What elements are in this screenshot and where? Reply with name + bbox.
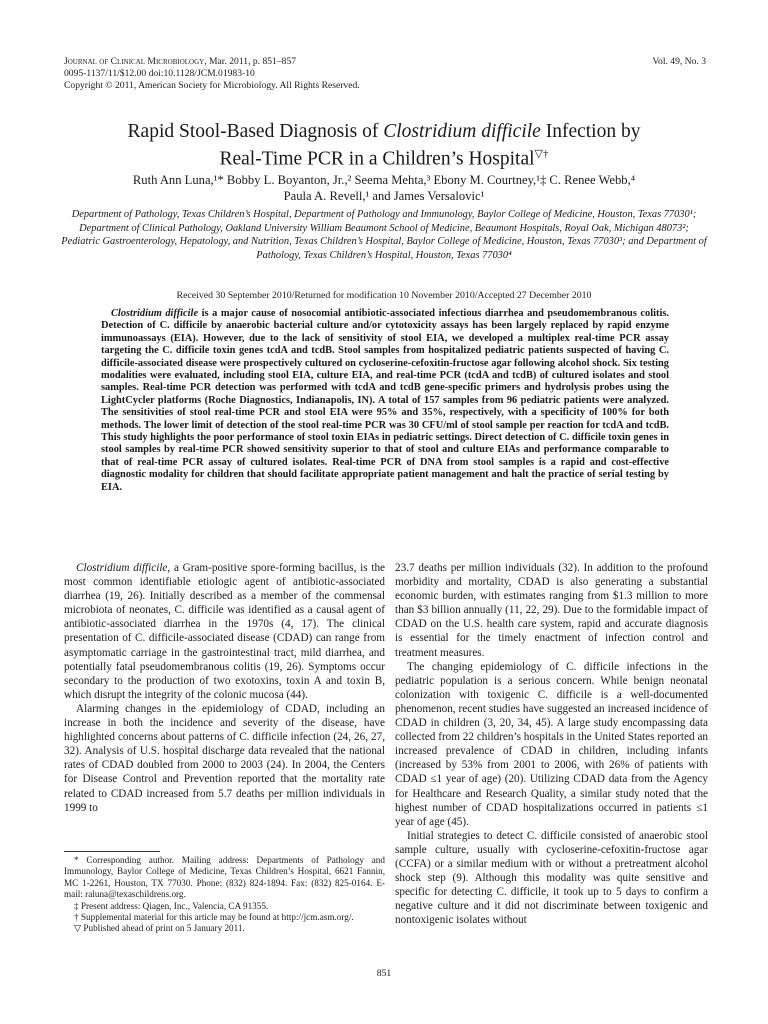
title-organism: Clostridium difficile — [383, 121, 541, 142]
paragraph: Alarming changes in the epidemiology of CDAD, including an increase in both the incidence and severity of the disease, have highlighted concerns about patterns of C. difficile infection (24, 26, 27, 32). Analysis of U.S. hospital discharge data revealed that the national rates of CDAD doubled from 2000 to 2003 (24). In 2004, the Centers for Disease Control and Prevention reported that the mortality rate related to CDAD increased from 5.7 deaths per million individuals in 1999 to — [64, 702, 385, 814]
author-list — [40, 172, 728, 204]
paragraph: 23.7 deaths per million individuals (32). In addition to the profound morbidity and mortality, CDAD is also generating a substantial economic burden, with estimates ranging from $1.3 million to more than $3 billion annually (11, 22, 29). Due to the formidable impact of CDAD on the U.S. health care system, rapid and accurate diagnosis is essential for the timely enactment of infection control and treatment measures. — [395, 562, 708, 659]
copyright-line: Copyright © 2011, American Society for Microbiology. All Rights Reserved. — [64, 80, 360, 92]
paragraph-text: , a Gram-positive spore-forming bacillus, is the most common identifiable etiologic agent of antibiotic-associated diarrhea (19, 26). Initially described as a member of the commensal microbiota of neonates, C. difficile was identified as a causal agent of antibiotic-associated diarrhea in the 1970s (4, 17). The clinical presentation of C. difficile-associated disease (CDAD) can range from asymptomatic carriage in the gastrointestinal tract, mild diarrhea, and potentially fatal pseudomembranous colitis (19, 26). Symptoms occur secondary to the production of two exotoxins, toxin A and toxin B, which disrupt the integrity of the colonic mucosa (44). — [64, 562, 385, 701]
footnote-corresponding-author: * Corresponding author. Mailing address: Departments of Pathology and Immunology, Baylor College of Medicine, Texas Children’s Hospital, 6621 Fannin, MC 1-2261, Houston, TX 77030. Phone: (832) 824-1894. Fax: (832) 825-0164. E-mail: raluna@texaschildrens.org. — [64, 855, 385, 900]
author-line-2: Paula A. Revell,¹ and James Versalovic¹ — [283, 189, 485, 203]
title-line-2: Real-Time PCR in a Children’s Hospital — [219, 148, 535, 170]
title-footnote-marks: ▽† — [534, 148, 549, 160]
footnotes — [64, 855, 385, 935]
title-part-2: Infection by — [540, 121, 641, 142]
abstract-text: is a major cause of nosocomial antibiotic-associated infectious diarrhea and pseudomembranous colitis. Detection of C. difficile by anaerobic bacterial culture and/or cytotoxicity assays has been largely replaced by rapid enzyme immunoassays (EIA). However, due to the lack of sensitivity of stool EIA, we developed a multiplex real-time PCR assay targeting the C. difficile toxin genes tcdA and tcdB. Stool samples from hospitalized pediatric patients suspected of having C. difficile-associated disease were prospectively cultured on cycloserine-cefoxitin-fructose agar following alcohol shock. Six testing modalities were evaluated, including stool EIA, culture EIA, and real-time PCR (tcdA and tcdB) of cultured isolates and stool samples. Real-time PCR detection was performed with tcdA and tcdB gene-specific primers and hydrolysis probes using the LightCycler platforms (Roche Diagnostics, Indianapolis, IN). A total of 157 samples from 96 pediatric patients were analyzed. The sensitivities of stool real-time PCR and stool EIA were 95% and 35%, respectively, with a specificity of 100% for both methods. The lower limit of detection of the stool real-time PCR was 30 CFU/ml of stool sample per reaction for tcdA and tcdB. This study highlights the poor performance of stool toxin EIAs in pediatric settings. Direct detection of C. difficile toxin genes in stool samples by real-time PCR showed sensitivity superior to that of stool and culture EIAs and performance comparable to that of real-time PCR assay of cultured isolates. Real-time PCR of DNA from stool samples is a rapid and cost-effective diagnostic modality for children that should facilitate appropriate patient management and halt the practice of serial testing by EIA. — [101, 308, 669, 493]
journal-citation: , Mar. 2011, p. 851–857 — [204, 56, 297, 67]
article-title — [40, 120, 728, 171]
paragraph: The changing epidemiology of C. difficile infections in the pediatric population is a serious concern. While benign neonatal colonization with toxigenic C. difficile is a well-documented phenomenon, recent studies have suggested an increased incidence of CDAD in children (3, 20, 34, 45). A large study encompassing data collected from 22 children’s hospitals in the United States reported an increased prevalence of CDAD in children, including infants (increased by 53% from 2001 to 2006, with 26% of patients with CDAD ≤1 year of age) (20). Utilizing CDAD data from the Agency for Healthcare and Research Quality, a similar study noted that the highest number of CDAD hospitalizations occurred in patients ≤1 year of age (45). — [395, 660, 708, 828]
footnote-divider — [64, 851, 160, 852]
body-column-left — [64, 561, 385, 815]
paragraph-lead-organism: Clostridium difficile — [76, 562, 168, 574]
paragraph — [64, 561, 385, 702]
author-line-1: Ruth Ann Luna,¹* Bobby L. Boyanton, Jr.,² Seema Mehta,³ Ebony M. Courtney,¹‡ C. Renee Webb,⁴ — [132, 173, 636, 187]
journal-header — [64, 56, 584, 93]
footnote-present-address: ‡ Present address: Qiagen, Inc., Valencia, CA 91355. — [74, 900, 269, 911]
affiliations: Department of Pathology, Texas Children’s Hospital, Department of Pathology and Immunology, Baylor College of Medicine, Houston, Texas 77030¹; Department of Clinical Pathology, Oakland University William Beaumont School of Medicine, Beaumont Hospitals, Royal Oak, Michigan 48073²; Pediatric Gastroenterology, Hepatology, and Nutrition, Texas Children’s Hospital, Baylor College of Medicine, Houston, Texas 77030³; and Department of Pathology, Texas Children’s Hospital, Houston, Texas 77030⁴ — [61, 209, 707, 261]
journal-name: Journal of Clinical Microbiology — [64, 56, 205, 67]
abstract — [101, 308, 669, 494]
body-column-right — [395, 561, 708, 927]
title-part-1: Rapid Stool-Based Diagnosis of — [127, 121, 384, 142]
page-number: 851 — [376, 968, 392, 979]
issn-doi-line: 0095-1137/11/$12.00 doi:10.1128/JCM.01983-10 — [64, 68, 255, 80]
paragraph: Initial strategies to detect C. difficile consisted of anaerobic stool sample culture, usually with cycloserine-cefoxitin-fructose agar (CCFA) or a similar medium with or without a pretreatment alcohol shock step (9). Although this modality was quite sensitive and specific for detecting C. difficile, it took up to 5 days to confirm a negative culture and it did not discriminate between toxigenic and nontoxigenic isolates without — [395, 829, 708, 927]
volume-label: Vol. 49, No. 3 — [652, 56, 706, 67]
received-dates: Received 30 September 2010/Returned for modification 10 November 2010/Accepted 27 December 2010 — [176, 290, 592, 301]
footnote-published-ahead: ▽ Published ahead of print on 5 January 2011. — [74, 923, 245, 934]
journal-citation-line — [64, 56, 584, 68]
abstract-organism: Clostridium difficile — [111, 308, 199, 319]
footnote-supplemental: † Supplemental material for this article may be found at http://jcm.asm.org/. — [74, 912, 354, 923]
